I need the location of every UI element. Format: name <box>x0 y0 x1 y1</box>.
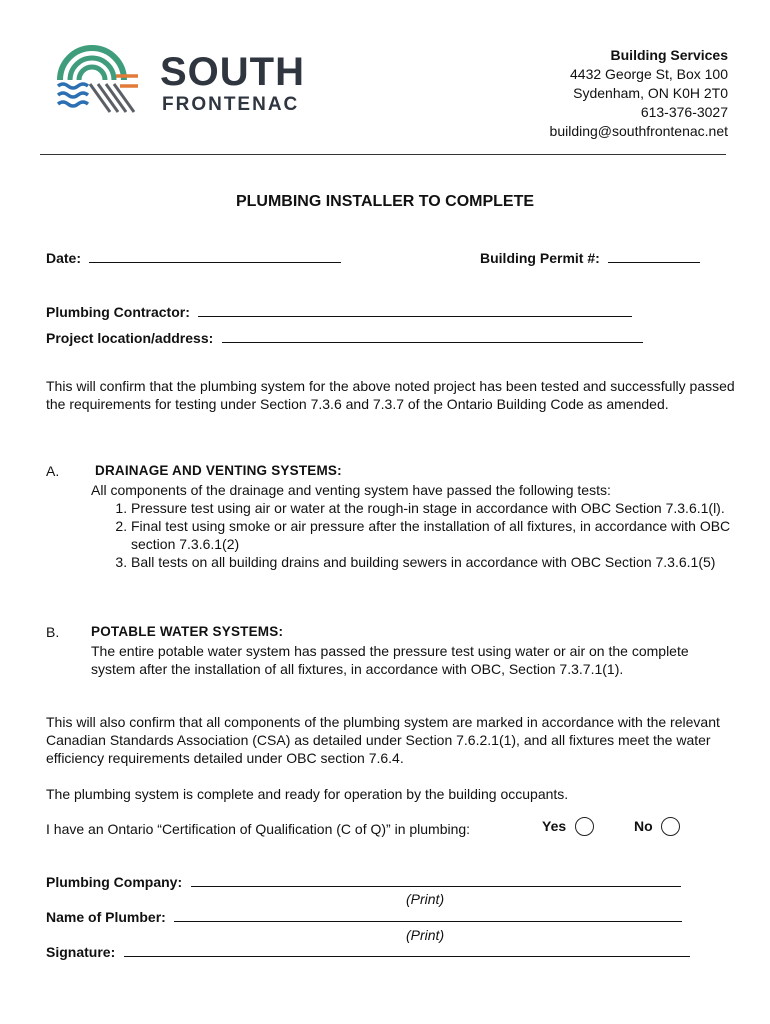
cq-yes-option[interactable] <box>542 817 594 836</box>
date-input-line[interactable] <box>89 250 341 263</box>
logo-wordmark-south: SOUTH <box>160 50 305 94</box>
test-item: 3. Ball tests on all building drains and building sewers in accordance with OBC Section 7.3.6.1(5) <box>131 553 731 571</box>
plumber-label: Name of Plumber: <box>46 909 166 925</box>
section-a-letter: A. <box>46 463 60 479</box>
plumber-print-hint: (Print) <box>406 927 445 943</box>
section-b-heading: POTABLE WATER SYSTEMS: <box>91 624 284 639</box>
cq-yes-radio[interactable] <box>575 817 594 836</box>
intro-paragraph: This will confirm that the plumbing system for the above noted project has been tested and successfully passed the requirements for testing under Section 7.3.6 and 7.3.7 of the Ontario Building Code as amended. <box>46 378 735 412</box>
cq-no-radio[interactable] <box>661 817 680 836</box>
department-name: Building Services <box>610 47 728 63</box>
permit-input-line[interactable] <box>608 250 700 263</box>
date-label: Date: <box>46 250 82 266</box>
cq-no-label: No <box>634 818 653 834</box>
header-divider <box>40 154 726 155</box>
test-item: 1. Pressure test using air or water at the rough-in stage in accordance with OBC Section 7.3.6.1(l). <box>131 499 731 517</box>
cq-no-option[interactable] <box>634 817 680 836</box>
permit-label: Building Permit #: <box>480 250 600 266</box>
plumber-input-line[interactable] <box>174 909 682 922</box>
section-a-test-list <box>91 499 731 571</box>
email-address[interactable]: building@southfrontenac.net <box>549 123 728 139</box>
company-input-line[interactable] <box>191 874 681 887</box>
company-field <box>46 874 681 892</box>
section-a-heading: DRAINAGE AND VENTING SYSTEMS: <box>95 463 342 478</box>
logo-wordmark-frontenac: FRONTENAC <box>162 94 300 115</box>
permit-field <box>480 250 700 268</box>
csa-paragraph: This will also confirm that all components of the plumbing system are marked in accordance with the relevant Canadian Standards Association (CSA) as detailed under Section 7.6.2.1(1), and all fixtures meet the water efficiency requirements detailed under OBC section 7.6.4. <box>46 714 720 766</box>
date-field <box>46 250 341 268</box>
address-line-1: 4432 George St, Box 100 <box>570 66 728 82</box>
cq-yes-label: Yes <box>542 818 567 834</box>
company-print-hint: (Print) <box>406 891 445 907</box>
company-label: Plumbing Company: <box>46 874 183 890</box>
contact-block <box>550 46 728 141</box>
location-input-line[interactable] <box>222 330 643 343</box>
test-item: 2. Final test using smoke or air pressure after the installation of all fixtures, in accordance with OBC section 7.3.6.1(2) <box>131 517 731 553</box>
complete-statement: The plumbing system is complete and ready for operation by the building occupants. <box>46 786 569 802</box>
location-label: Project location/address: <box>46 330 214 346</box>
location-field <box>46 330 643 348</box>
signature-field <box>46 944 690 962</box>
contractor-field <box>46 304 632 322</box>
section-b-letter: B. <box>46 624 60 640</box>
cq-question: I have an Ontario “Certification of Qualification (C of Q)” in plumbing: <box>46 821 471 837</box>
section-a-body <box>91 481 731 571</box>
phone-number: 613-376-3027 <box>640 104 728 120</box>
signature-input-line[interactable] <box>124 944 690 957</box>
contractor-label: Plumbing Contractor: <box>46 304 190 320</box>
signature-label: Signature: <box>46 944 116 960</box>
contractor-input-line[interactable] <box>198 304 632 317</box>
plumber-field <box>46 909 682 927</box>
form-title: PLUMBING INSTALLER TO COMPLETE <box>235 193 535 210</box>
address-line-2: Sydenham, ON K0H 2T0 <box>573 85 728 101</box>
section-a-lead: All components of the drainage and venting system have passed the following tests: <box>91 482 611 498</box>
section-b-text: The entire potable water system has passed the pressure test using water or air on the complete system after the installation of all fixtures, in accordance with OBC, Section 7.3.7.1(1). <box>91 643 689 677</box>
